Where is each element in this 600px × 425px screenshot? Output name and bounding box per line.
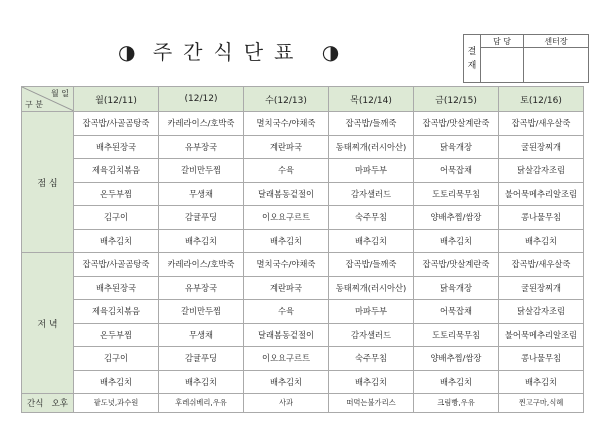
dish-cell: 마파두부 [329, 159, 414, 183]
dish-cell: 배추김치 [414, 370, 499, 394]
dish-cell: 배추김치 [499, 229, 584, 253]
dish-cell: 이오요구르트 [244, 347, 329, 371]
dish-cell: 도토리묵무침 [414, 182, 499, 206]
dish-cell: 배추김치 [244, 229, 329, 253]
lunch-row [22, 135, 584, 159]
dish-cell: 달래봄동겉절이 [244, 182, 329, 206]
dish-cell: 잡곡밥/맛살계란죽 [414, 112, 499, 136]
dish-cell: 어묵잡채 [414, 159, 499, 183]
dish-cell: 닭살감자조림 [499, 159, 584, 183]
dish-cell: 동태찌개(러시아산) [329, 135, 414, 159]
dinner-row [22, 323, 584, 347]
dish-cell: 마파두부 [329, 300, 414, 324]
dish-cell: 계란파국 [244, 276, 329, 300]
dish-cell: 유부장국 [159, 276, 244, 300]
dish-cell: 배추된장국 [74, 135, 159, 159]
dish-cell: 배추김치 [74, 229, 159, 253]
dish-cell: 잡곡밥/맛살계란죽 [414, 253, 499, 277]
snack-cell: 크림빵,우유 [414, 394, 499, 413]
day-header: 월(12/11) [74, 87, 159, 112]
dish-cell: 닭살감자조림 [499, 300, 584, 324]
day-header: 수(12/13) [244, 87, 329, 112]
snack-cell: 떠먹는불가리스 [329, 394, 414, 413]
dish-cell: 김구이 [74, 347, 159, 371]
lunch-label: 점 심 [22, 112, 74, 253]
dish-cell: 카레라이스/호박죽 [159, 112, 244, 136]
dish-cell: 굴된장찌개 [499, 276, 584, 300]
menu-table [21, 86, 584, 413]
dish-cell: 수육 [244, 300, 329, 324]
dinner-row [22, 300, 584, 324]
header-row [22, 87, 584, 112]
dish-cell: 갈비만두찜 [159, 159, 244, 183]
dish-cell: 제육김치볶음 [74, 300, 159, 324]
lunch-row [22, 159, 584, 183]
dish-cell: 양배추찜/쌈장 [414, 206, 499, 230]
approval-label: 결재 [464, 35, 481, 83]
dish-cell: 숙주무침 [329, 347, 414, 371]
dish-cell: 불어묵메추리알조림 [499, 323, 584, 347]
dish-cell: 잡곡밥/사골곰탕죽 [74, 112, 159, 136]
dish-cell: 갈비만두찜 [159, 300, 244, 324]
dish-cell: 무생채 [159, 323, 244, 347]
dish-cell: 온두부찜 [74, 182, 159, 206]
dish-cell: 감귤푸딩 [159, 206, 244, 230]
dish-cell: 배추김치 [159, 229, 244, 253]
dish-cell: 잡곡밥/새우살죽 [499, 112, 584, 136]
half-circle-icon: ◑ [118, 40, 136, 64]
dish-cell: 배추김치 [329, 370, 414, 394]
dish-cell: 배추김치 [159, 370, 244, 394]
dish-cell: 굴된장찌개 [499, 135, 584, 159]
dinner-row [22, 347, 584, 371]
dish-cell: 어묵잡채 [414, 300, 499, 324]
dish-cell: 카레라이스/호박죽 [159, 253, 244, 277]
corner-top-label: 월 일 [51, 89, 69, 98]
snack-cell: 찐고구마,식혜 [499, 394, 584, 413]
dish-cell: 제육김치볶음 [74, 159, 159, 183]
dish-cell: 콩나물무침 [499, 347, 584, 371]
page-title [118, 36, 368, 64]
approval-sign-director [524, 48, 589, 83]
snack-cell: 사과 [244, 394, 329, 413]
dish-cell: 온두부찜 [74, 323, 159, 347]
dish-cell: 콩나물무침 [499, 206, 584, 230]
dish-cell: 닭육개장 [414, 276, 499, 300]
dish-cell: 계란파국 [244, 135, 329, 159]
dish-cell: 배추김치 [414, 229, 499, 253]
lunch-row [22, 206, 584, 230]
day-header: 토(12/16) [499, 87, 584, 112]
half-circle-icon: ◑ [321, 40, 340, 64]
dish-cell: 수육 [244, 159, 329, 183]
day-header: 목(12/14) [329, 87, 414, 112]
dish-cell: 배추김치 [499, 370, 584, 394]
snack-label-right: 오후 [51, 399, 68, 409]
dinner-row [22, 253, 584, 277]
snack-cell: 후레쉬베리,우유 [159, 394, 244, 413]
dish-cell: 잡곡밥/사골곰탕죽 [74, 253, 159, 277]
snack-label [22, 394, 74, 413]
approval-sign-manager [481, 48, 524, 83]
dish-cell: 닭육개장 [414, 135, 499, 159]
dish-cell: 동태찌개(러시아산) [329, 276, 414, 300]
dish-cell: 이오요구르트 [244, 206, 329, 230]
title-text: 주간식단표 [152, 40, 305, 64]
dish-cell: 잡곡밥/들깨죽 [329, 253, 414, 277]
dish-cell: 무생채 [159, 182, 244, 206]
dish-cell: 배추김치 [244, 370, 329, 394]
day-header: 금(12/15) [414, 87, 499, 112]
dinner-label: 저 녁 [22, 253, 74, 394]
lunch-row [22, 229, 584, 253]
lunch-row [22, 112, 584, 136]
approval-header-director: 센터장 [524, 35, 589, 48]
corner-bottom-label: 구 분 [25, 100, 43, 109]
approval-box [463, 34, 589, 83]
dinner-row [22, 370, 584, 394]
dish-cell: 달래봄동겉절이 [244, 323, 329, 347]
dish-cell: 도토리묵무침 [414, 323, 499, 347]
snack-label-left: 간식 [27, 399, 44, 409]
dish-cell: 멸치국수/야채죽 [244, 112, 329, 136]
corner-cell [22, 87, 74, 112]
dish-cell: 불어묵메추리알조림 [499, 182, 584, 206]
dish-cell: 양배추찜/쌈장 [414, 347, 499, 371]
dish-cell: 감귤푸딩 [159, 347, 244, 371]
dish-cell: 유부장국 [159, 135, 244, 159]
dish-cell: 감자샐러드 [329, 323, 414, 347]
dish-cell: 김구이 [74, 206, 159, 230]
dish-cell: 배추된장국 [74, 276, 159, 300]
dinner-row [22, 276, 584, 300]
dish-cell: 배추김치 [329, 229, 414, 253]
dish-cell: 숙주무침 [329, 206, 414, 230]
approval-header-manager: 담 당 [481, 35, 524, 48]
snack-row [22, 394, 584, 413]
snack-cell: 팥도넛,과수원 [74, 394, 159, 413]
dish-cell: 잡곡밥/들깨죽 [329, 112, 414, 136]
dish-cell: 감자샐러드 [329, 182, 414, 206]
dish-cell: 잡곡밥/새우살죽 [499, 253, 584, 277]
lunch-row [22, 182, 584, 206]
dish-cell: 배추김치 [74, 370, 159, 394]
day-header: (12/12) [159, 87, 244, 112]
dish-cell: 멸치국수/야채죽 [244, 253, 329, 277]
